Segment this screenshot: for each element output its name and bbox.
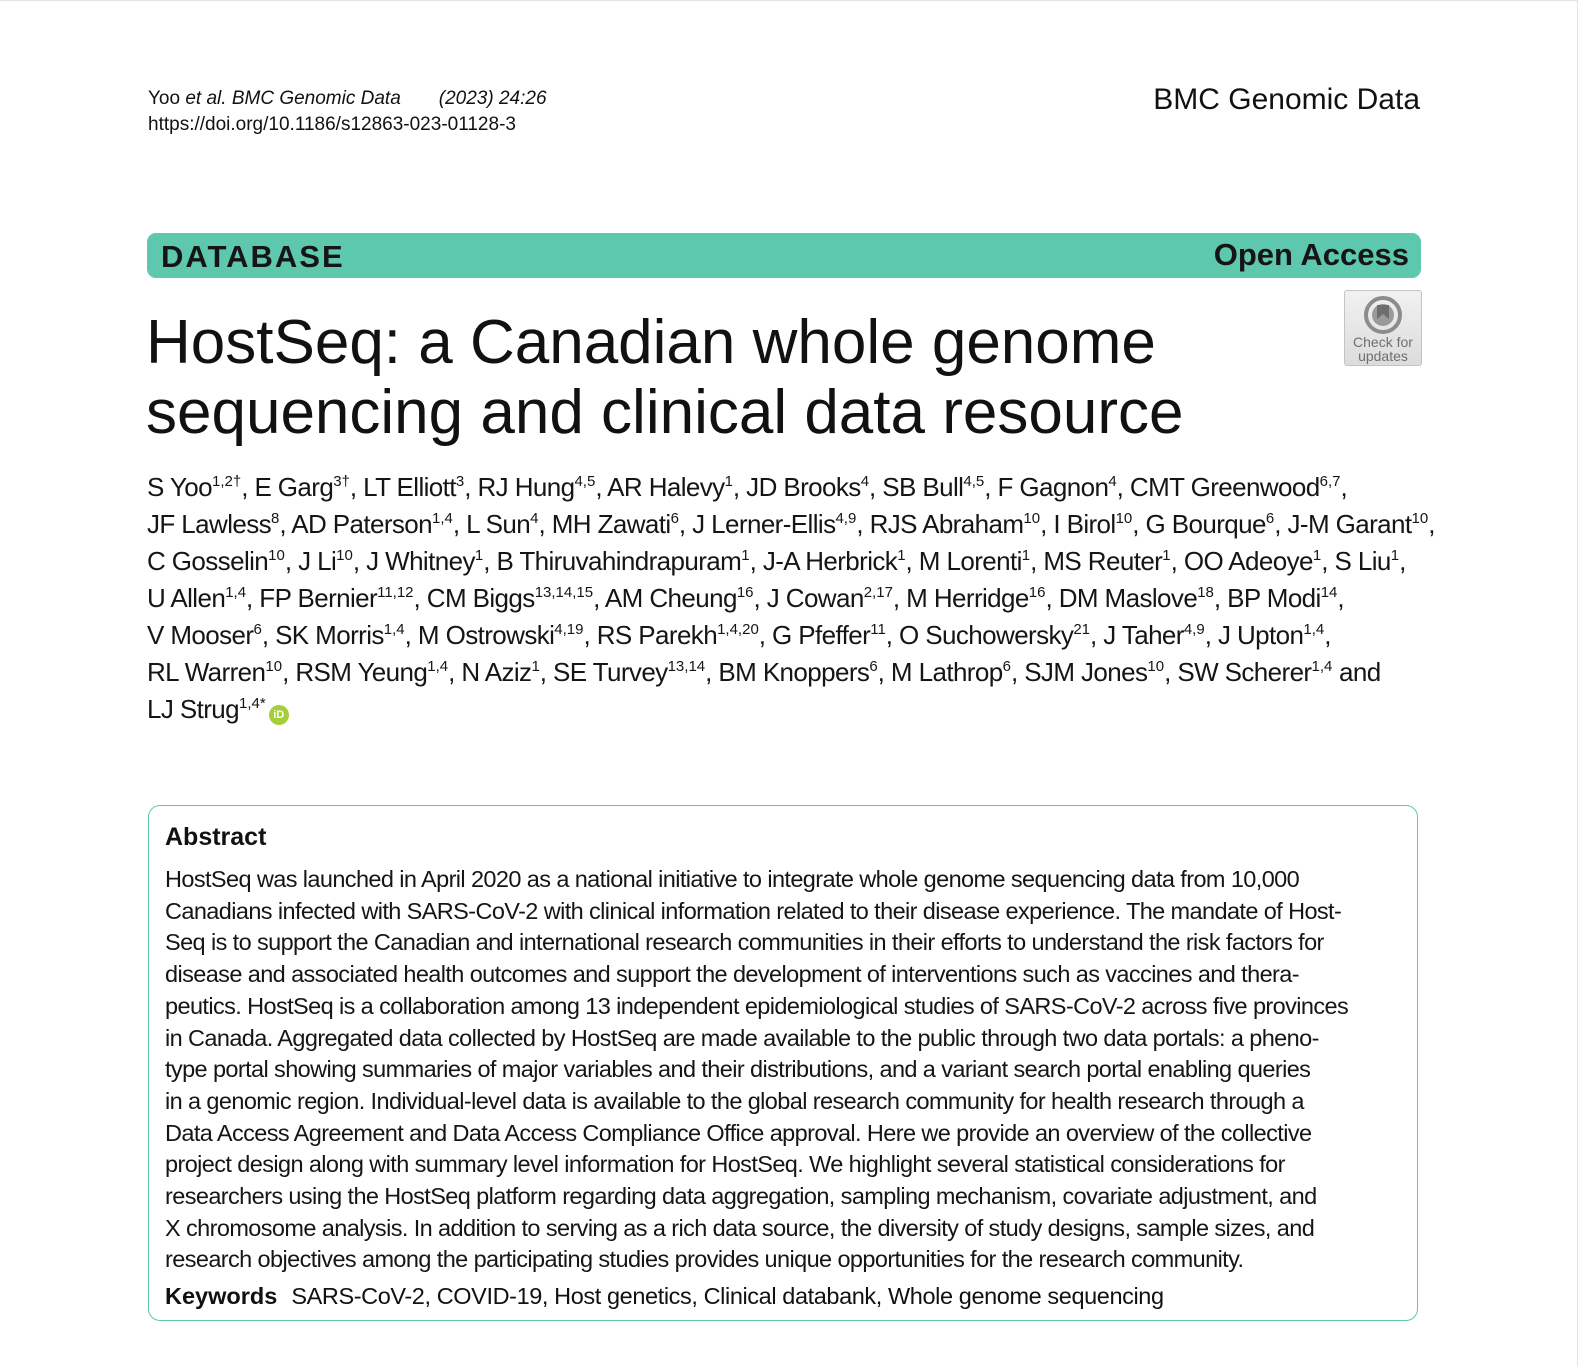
abstract-line: research objectives among the participating studies provides unique opportunities for the research community. [165,1246,1244,1273]
abstract-line: in Canada. Aggregated data collected by HostSeq are made available to the public through two data portals: a pheno- [165,1024,1319,1051]
author-name[interactable] [275,620,405,650]
author-name[interactable] [553,657,705,687]
author-name-text: DM Maslove [1058,583,1198,613]
author-name-text: BM Knoppers [718,657,870,687]
author-affiliation: 10 [336,547,353,564]
author-name[interactable] [295,657,448,687]
author-affiliation: 1 [474,547,484,564]
author-name[interactable] [147,472,241,502]
author-name-text: J Upton [1217,620,1304,650]
author-name[interactable] [763,546,906,576]
abstract-line: Data Access Agreement and Data Access Compliance Office approval. Here we provide an overview of the collective [165,1119,1312,1146]
author-affiliation: 4,9 [1183,621,1205,638]
article-type-banner [147,233,1421,278]
author-name-text: S Liu [1334,546,1391,576]
author-name-text: M Herridge [906,583,1029,613]
author-affiliation: 13,14 [667,658,706,675]
author-name-text: MH Zawati [551,509,671,539]
author-affiliation: 21 [1073,621,1090,638]
author-name[interactable] [1024,657,1164,687]
keywords-label: Keywords [165,1283,278,1309]
author-name[interactable] [1184,546,1321,576]
keywords-line [165,1281,1164,1311]
author-affiliation: 1 [741,547,750,564]
author-affiliation: 1,4 [1311,658,1333,675]
author-affiliation: 6 [1002,658,1011,675]
author-name-text: J Cowan [766,583,864,613]
author-name-text: M Ostrowski [417,620,555,650]
author-name-text: SK Morris [275,620,384,650]
author-name[interactable] [605,583,754,613]
author-affiliation: 6 [253,621,262,638]
author-name-text: SW Scherer [1177,657,1312,687]
author-affiliation: 6 [670,510,679,527]
author-affiliation: 10 [1411,510,1429,527]
author-affiliation: 2,17 [863,584,893,601]
abstract-line: peutics. HostSeq is a collaboration among 13 independent epidemiological studies of SARS-CoV-2 across five provinces [165,992,1349,1019]
author-affiliation: 10 [1147,658,1165,675]
author-affiliation: 16 [1028,584,1046,601]
article-type-label: DATABASE [161,239,345,274]
check-updates-line1: Check for [1353,334,1413,350]
abstract-line: in a genomic region. Individual-level data is available to the global research community for health research through a [165,1087,1304,1114]
author-affiliation: 6,7 [1319,473,1341,490]
author-name-text: MS Reuter [1043,546,1163,576]
abstract-line: type portal showing summaries of major variables and their distributions, and a variant search portal enabling queries [165,1056,1311,1083]
check-updates-icon [1363,295,1403,335]
author-affiliation: 4,9 [835,510,857,527]
author-name-text: RL Warren [147,657,266,687]
author-name-text: V Mooser [147,620,254,650]
author-affiliation: 16 [736,584,754,601]
orcid-icon[interactable]: iD [269,705,289,725]
citation-header [148,86,547,138]
author-affiliation: 1,4 [427,658,449,675]
title-line-1: HostSeq: a Canadian whole genome [146,308,1156,377]
author-affiliation: 8 [271,510,280,527]
author-name-text: M Lorenti [918,546,1022,576]
author-name-text: J Lerner-Ellis [692,509,836,539]
author-name[interactable] [147,583,246,613]
author-name[interactable] [147,620,262,650]
author-affiliation: 1,4 [1303,621,1325,638]
abstract-line: X chromosome analysis. In addition to serving as a rich data source, the diversity of study designs, sample sizes, and [165,1214,1315,1241]
author-name[interactable] [870,509,1041,539]
author-affiliation: 4,19 [554,621,584,638]
author-name-text: G Pfeffer [772,620,871,650]
author-name-text: JF Lawless [147,509,272,539]
doi-link[interactable]: https://doi.org/10.1186/s12863-023-01128-3 [148,114,516,135]
author-affiliation: 4 [1108,473,1117,490]
author-name-text: B Thiruvahindrapuram [496,546,742,576]
author-name[interactable] [291,509,453,539]
author-name[interactable] [1059,583,1214,613]
author-name-text: RS Parekh [596,620,718,650]
author-name[interactable] [363,472,464,502]
author-name-text: G Bourque [1145,509,1266,539]
author-name[interactable] [259,583,413,613]
citation-line [148,86,547,112]
author-name[interactable] [147,657,282,687]
author-affiliation: 10 [268,547,285,564]
author-affiliation: 1 [1390,547,1400,564]
author-name-text: J Taher [1103,620,1184,650]
author-name-text: E Garg [254,472,334,502]
journal-name: BMC Genomic Data [1153,83,1420,116]
author-name-text: SJM Jones [1024,657,1148,687]
author-name-text: U Allen [147,583,226,613]
author-name[interactable] [882,472,984,502]
author-affiliation: 4 [530,510,539,527]
author-affiliation: 1,4* [239,695,266,712]
author-name[interactable] [919,546,1030,576]
author-name[interactable] [746,472,869,502]
author-name[interactable] [597,620,759,650]
author-affiliation: 11 [870,621,886,638]
author-list: S Yoo$^{1,2\dagger}$, E Garg$^{3\dagger}$, LT Elliott$^3$, RJ Hung$^{4,5}$, AR Halevy$^1$, JD Brooks$^4$, SB Bull$^{4,5}$, F Gagnon$^4$, CMT Greenwood$^{6,7}$, JF Lawless$^8$, AD Paterson$^{1,4}$, L Sun$^4$, MH Zawati$^6$, J Lerner-Ellis$^{4,9}$, RJS Abraham$^{10}$, I Birol$^{10}$, G Bourque$^6$, J-M Garant$^{10}$, C Gosselin$^{10}$, J Li$^{10}$, J Whitney$^1$, B Thiruvahindrapuram$^1$, J-A Herbrick$^1$, M Lorenti$^1$, MS Reuter$^1$, OO Adeoye$^1$, S Liu$^1$, U Allen$^{1,4}$, FP Bernier$^{11,12}$, CM Biggs$^{13,14,15}$, AM Cheung$^{16}$, J Cowan$^{2,17}$, M Herridge$^{16}$, DM Maslove$^{18}$, BP Modi$^{14}$, V Mooser$^6$, SK Morris$^{1,4}$, M Ostrowski$^{4,19}$, RS Parekh$^{1,4,20}$, G Pfeffer$^{11}$, O Suchowersky$^{21}$, J Taher$^{4,9}$, J Upton$^{1,4}$, RL Warren$^{10}$, RSM Yeung$^{1,4}$, N Aziz$^1$, SE Turvey$^{13,14}$, BM Knoppers$^6$, M Lathrop$^6$, SJM Jones$^{10}$, SW Scherer$^{1,4}$ and LJ Strug$^{1,4*}$iD [147,472,1435,724]
author-name[interactable] [478,472,596,502]
author-name[interactable] [461,657,539,687]
citation-year: (2023) 24:26 [438,88,547,109]
author-name-text: OO Adeoye [1183,546,1313,576]
author-name-text: C Gosselin [147,546,269,576]
author-name[interactable] [692,509,856,539]
author-affiliation: 10 [265,658,283,675]
title-line-2: sequencing and clinical data resource [146,378,1184,447]
citation-etal: et al. [185,88,227,109]
author-name-text: O Suchowersky [899,620,1074,650]
check-for-updates-button[interactable] [1344,290,1422,366]
author-name[interactable] [147,694,289,724]
author-name-text: S Yoo [147,472,212,502]
author-affiliation: 18 [1197,584,1214,601]
author-affiliation: 10 [1115,510,1133,527]
author-name-text: M Lathrop [890,657,1003,687]
citation-journal: BMC Genomic Data [226,88,401,109]
author-name-text: I Birol [1053,509,1116,539]
open-access-label: Open Access [1213,237,1409,272]
abstract-body [165,864,1410,1276]
author-name[interactable] [466,509,538,539]
author-name-text: BP Modi [1227,583,1321,613]
author-affiliation: 6 [869,658,878,675]
author-affiliation: 10 [1023,510,1041,527]
abstract-line: disease and associated health outcomes and support the development of interventions such as vaccines and thera- [165,961,1299,988]
author-affiliation: 1,2† [211,473,242,490]
author-name[interactable] [997,472,1116,502]
abstract-line: Canadians infected with SARS-CoV-2 with clinical information related to their disease experience. The mandate of Host- [165,897,1342,924]
citation-authors: Yoo [148,88,186,109]
author-name-text: RJ Hung [477,472,575,502]
author-name-text: SB Bull [882,472,964,502]
author-name[interactable] [1334,546,1399,576]
author-name-text: AR Halevy [607,472,725,502]
author-affiliation: 13,14,15 [534,584,594,601]
author-name[interactable] [767,583,893,613]
author-name[interactable] [906,583,1045,613]
author-name[interactable] [1043,546,1170,576]
author-name[interactable] [147,546,285,576]
abstract-line: Seq is to support the Canadian and international research communities in their efforts to understand the risk factors for [165,929,1324,956]
author-name-text: RJS Abraham [869,509,1024,539]
author-name-text: F Gagnon [997,472,1109,502]
author-affiliation: 3 [455,473,465,490]
author-name-text: AD Paterson [291,509,433,539]
author-affiliation: 1,4,20 [717,621,759,638]
article-title [146,308,1296,448]
author-name[interactable] [1130,472,1341,502]
author-name-text: J-M Garant [1287,509,1412,539]
author-name[interactable] [1177,657,1332,687]
author-name-text: FP Bernier [259,583,378,613]
author-name-text: SE Turvey [553,657,668,687]
author-affiliation: 1 [1312,547,1322,564]
author-name[interactable] [607,472,733,502]
author-name[interactable] [254,472,349,502]
author-name-text: AM Cheung [604,583,737,613]
author-affiliation: 4,5 [574,473,596,490]
author-name[interactable] [891,657,1011,687]
author-name[interactable] [1146,509,1275,539]
author-name-text: L Sun [466,509,531,539]
author-name-text: J Li [298,546,337,576]
author-affiliation: 1,4 [225,584,247,601]
author-name[interactable] [552,509,679,539]
author-name[interactable] [418,620,584,650]
author-name[interactable] [1287,509,1428,539]
author-name-text: J Whitney [366,546,475,576]
abstract-line: project design along with summary level information for HostSeq. We highlight several statistical considerations for [165,1151,1285,1178]
author-name[interactable] [147,509,279,539]
author-affiliation: 6 [1265,510,1275,527]
author-name[interactable] [772,620,886,650]
author-name-text: JD Brooks [746,472,861,502]
keywords-text: SARS-CoV-2, COVID-19, Host genetics, Clinical databank, Whole genome sequencing [291,1283,1164,1309]
author-name-text: CMT Greenwood [1129,472,1320,502]
author-name[interactable] [298,546,353,576]
author-affiliation: 11,12 [377,584,414,601]
author-name[interactable] [1227,583,1337,613]
author-name[interactable] [1218,620,1324,650]
author-affiliation: 1,4 [432,510,453,527]
abstract-heading: Abstract [165,823,267,851]
author-affiliation: 1 [724,473,733,490]
check-updates-line2: updates [1358,348,1408,364]
author-name[interactable] [718,657,877,687]
author-name-text: N Aziz [461,657,532,687]
author-name-text: J-A Herbrick [762,546,898,576]
author-affiliation: 1 [1162,547,1171,564]
author-name[interactable] [1053,509,1132,539]
author-connector: and [1332,657,1381,687]
author-name[interactable] [366,546,483,576]
author-name[interactable] [496,546,749,576]
author-affiliation: 1 [897,547,906,564]
author-affiliation: 1,4 [383,621,405,638]
author-affiliation: 1 [531,658,540,675]
author-name[interactable] [427,583,593,613]
author-affiliation: 14 [1320,584,1338,601]
abstract-line: HostSeq was launched in April 2020 as a national initiative to integrate whole genome sequencing data from 10,000 [165,866,1300,892]
author-name-text: CM Biggs [426,583,535,613]
author-affiliation: 1 [1021,547,1031,564]
abstract-line: researchers using the HostSeq platform regarding data aggregation, sampling mechanism, covariate adjustment, and [165,1183,1317,1210]
author-affiliation: 4,5 [963,473,985,490]
author-affiliation: 3† [333,473,350,490]
author-name[interactable] [1103,620,1204,650]
author-affiliation: 4 [860,473,870,490]
author-name-text: RSM Yeung [295,657,428,687]
author-name-text: LT Elliott [363,472,456,502]
author-name-text: LJ Strug [147,694,240,724]
author-name[interactable] [899,620,1090,650]
